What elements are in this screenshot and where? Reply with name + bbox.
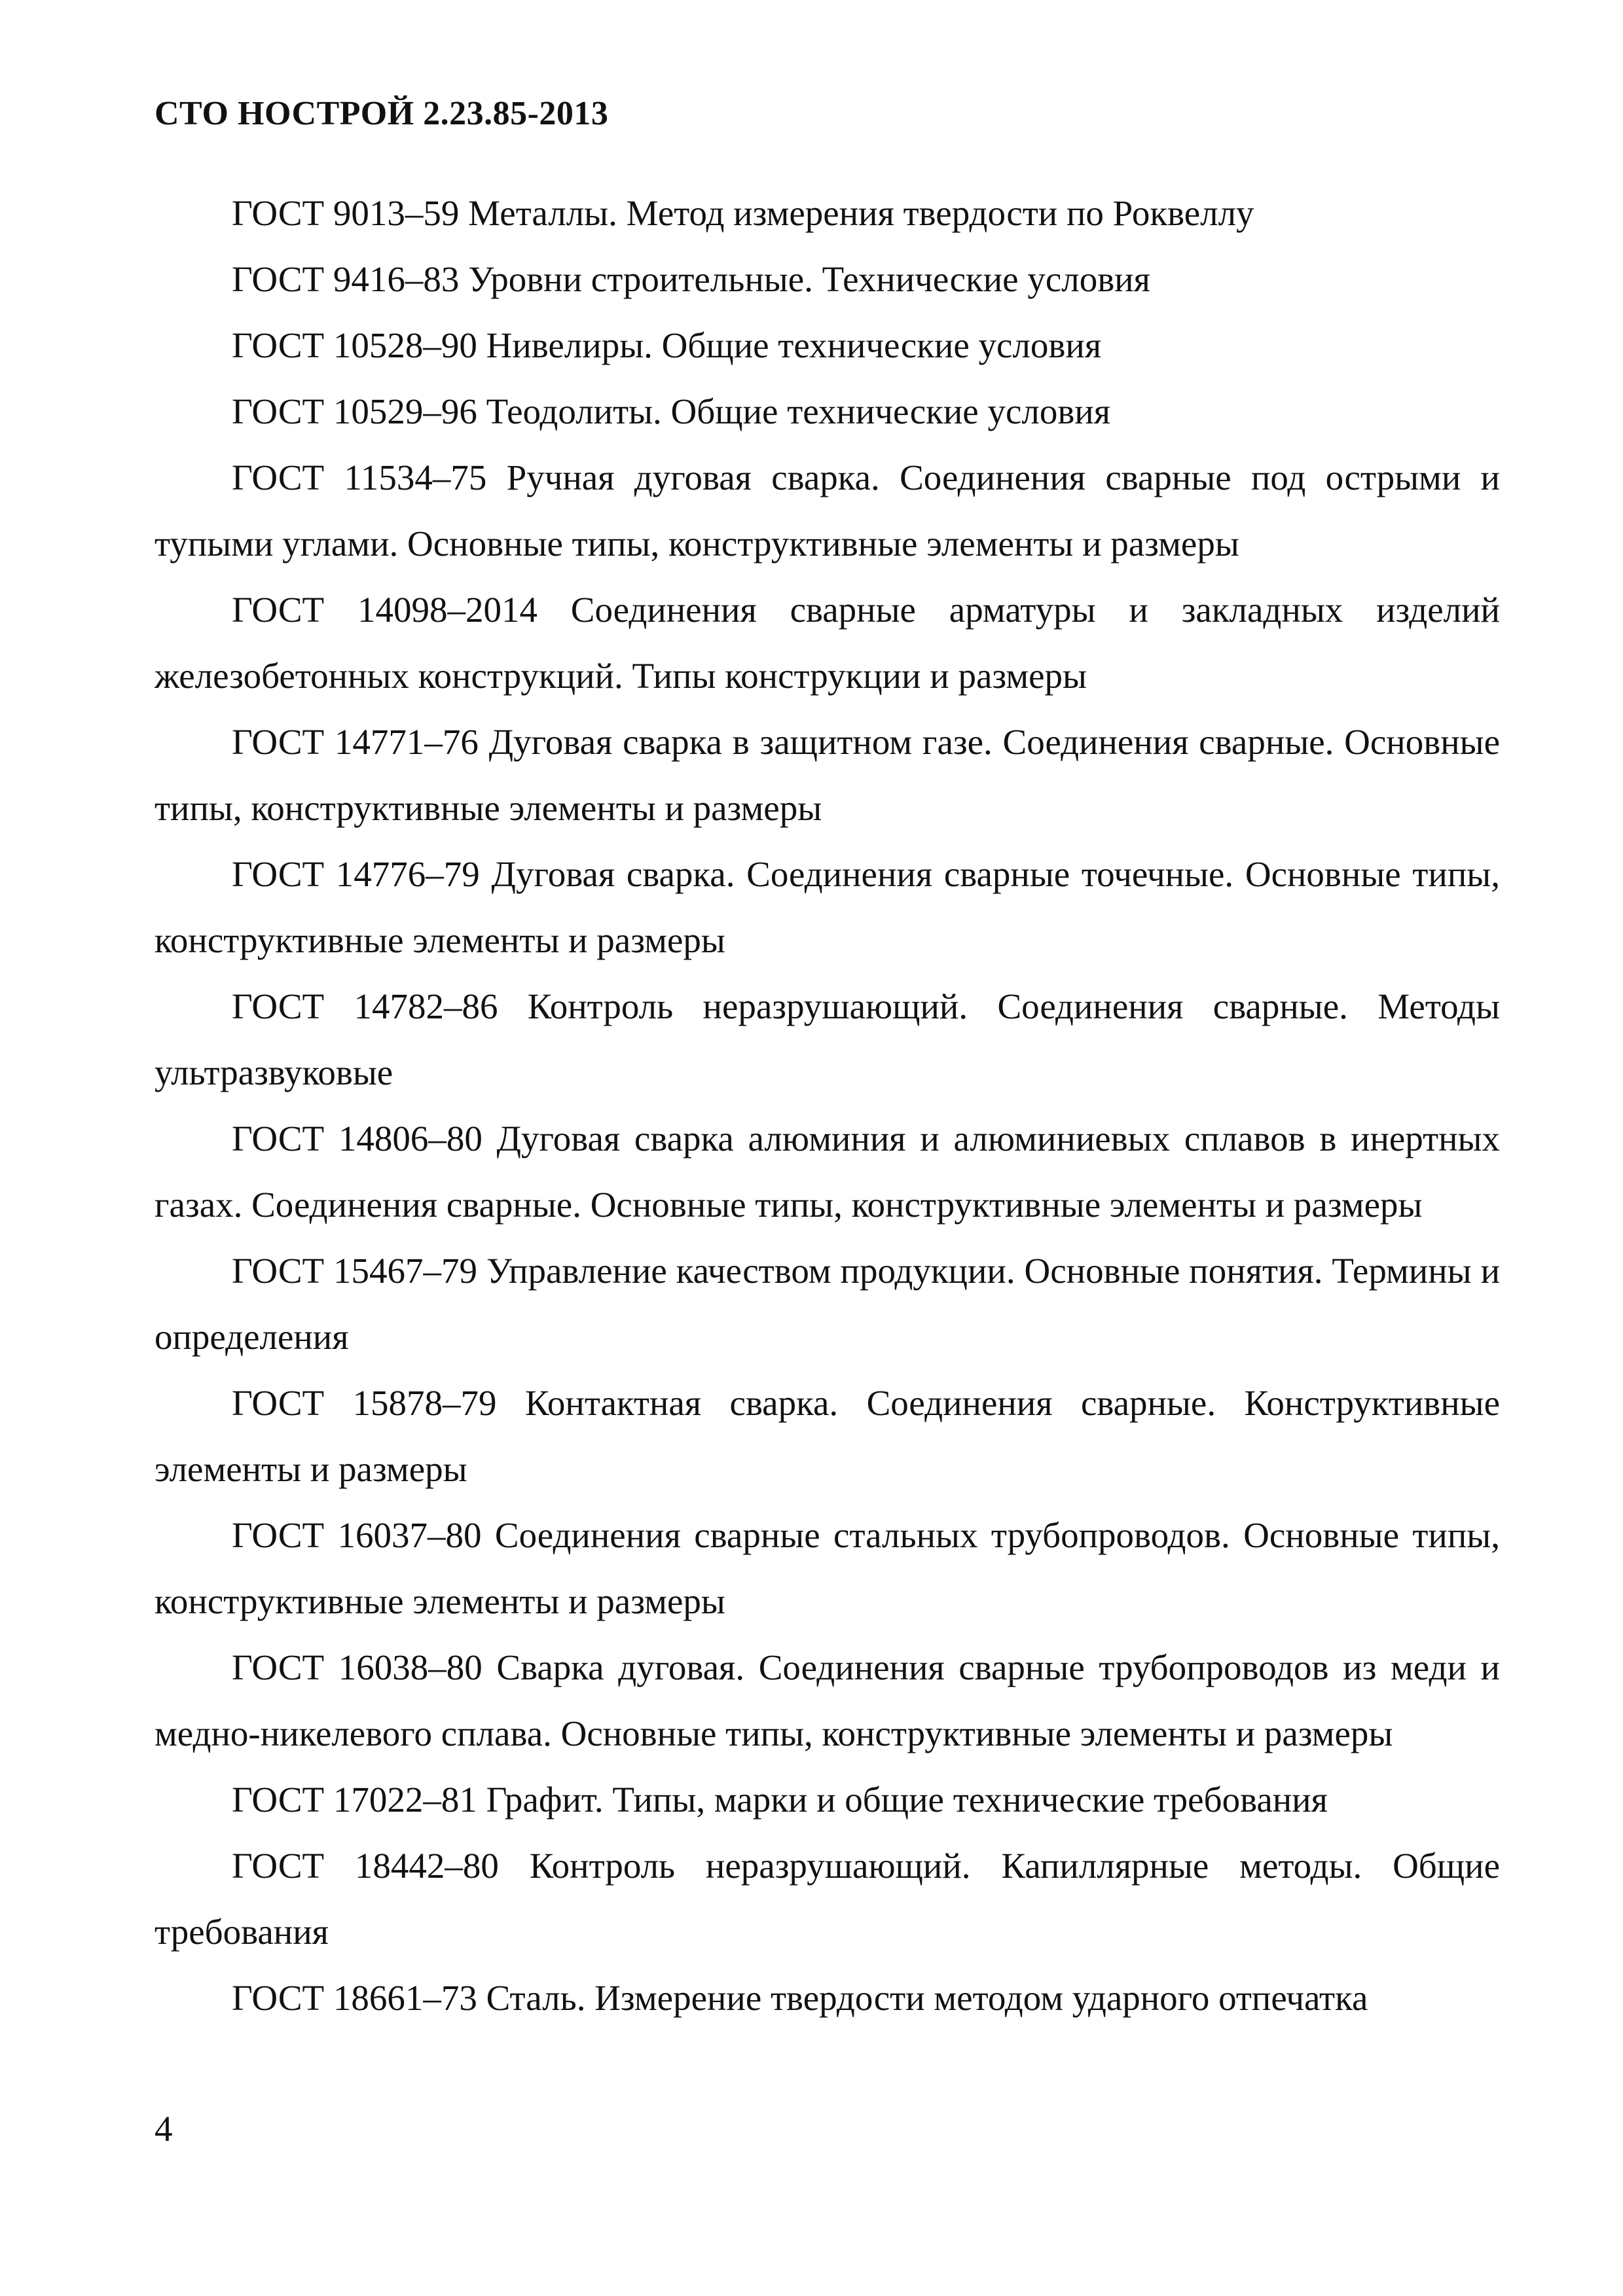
list-item: ГОСТ 14098–2014 Соединения сварные арматуры и закладных изделий железобетонных конструкций. Типы конструкции и размеры <box>155 590 1500 696</box>
list-item: ГОСТ 9416–83 Уровни строительные. Технические условия <box>232 259 1150 299</box>
list-item: ГОСТ 14782–86 Контроль неразрушающий. Соединения сварные. Методы ультразвуковые <box>155 986 1500 1092</box>
page-number: 4 <box>155 2109 173 2149</box>
list-item: ГОСТ 9013–59 Металлы. Метод измерения твердости по Роквеллу <box>232 193 1254 233</box>
list-item: ГОСТ 16038–80 Сварка дуговая. Соединения сварные трубопроводов из меди и медно-никелевого сплава. Основные типы, конструктивные элементы и размеры <box>155 1647 1500 1753</box>
list-item: ГОСТ 18442–80 Контроль неразрушающий. Капиллярные методы. Общие требования <box>155 1846 1500 1952</box>
list-item: ГОСТ 14776–79 Дуговая сварка. Соединения сварные точечные. Основные типы, конструктивные элементы и размеры <box>155 854 1500 960</box>
list-item: ГОСТ 11534–75 Ручная дуговая сварка. Соединения сварные под острыми и тупыми углами. Основные типы, конструктивные элементы и размеры <box>155 457 1500 564</box>
list-item: ГОСТ 10529–96 Теодолиты. Общие технические условия <box>232 391 1111 431</box>
list-item: ГОСТ 14806–80 Дуговая сварка алюминия и алюминиевых сплавов в инертных газах. Соединения сварные. Основные типы, конструктивные элементы и размеры <box>155 1119 1500 1225</box>
list-item: ГОСТ 10528–90 Нивелиры. Общие технические условия <box>232 325 1102 365</box>
list-item: ГОСТ 15467–79 Управление качеством продукции. Основные понятия. Термины и определения <box>155 1251 1500 1357</box>
list-item: ГОСТ 15878–79 Контактная сварка. Соединения сварные. Конструктивные элементы и размеры <box>155 1383 1500 1489</box>
list-item: ГОСТ 18661–73 Сталь. Измерение твердости методом ударного отпечатка <box>232 1978 1368 2018</box>
list-item: ГОСТ 14771–76 Дуговая сварка в защитном газе. Соединения сварные. Основные типы, конструктивные элементы и размеры <box>155 722 1500 828</box>
document-header: СТО НОСТРОЙ 2.23.85-2013 <box>155 95 609 132</box>
standards-list <box>155 180 1500 2031</box>
list-item: ГОСТ 17022–81 Графит. Типы, марки и общие технические требования <box>232 1780 1328 1820</box>
list-item: ГОСТ 16037–80 Соединения сварные стальных трубопроводов. Основные типы, конструктивные элементы и размеры <box>155 1515 1500 1621</box>
